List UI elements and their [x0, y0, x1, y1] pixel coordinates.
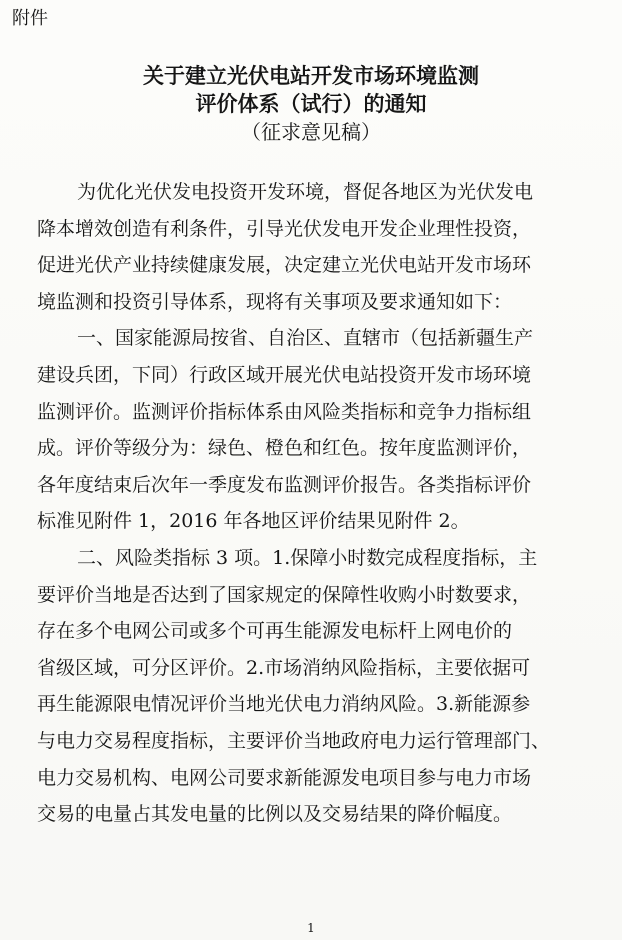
- paragraph-line: 为优化光伏发电投资开发环境，督促各地区为光伏发电: [77, 181, 534, 203]
- paragraph-line: 要评价当地是否达到了国家规定的保障性收购小时数要求，: [37, 583, 532, 606]
- paragraph-line: 降本增效创造有利条件，引导光伏发电开发企业理性投资，: [37, 217, 532, 240]
- paragraph-line: 各年度结束后次年一季度发布监测评价报告。各类指标评价: [37, 473, 532, 496]
- document-body: [37, 174, 597, 833]
- document-title-line: 评价体系（试行）的通知: [195, 91, 427, 116]
- document-title-block: [0, 62, 622, 146]
- paragraph-line: 交易的电量占其发电量的比例以及交易结果的降价幅度。: [37, 803, 513, 826]
- paragraph-line: 促进光伏产业持续健康发展，决定建立光伏电站开发市场环: [37, 254, 532, 277]
- paragraph-line: 再生能源限电情况评价当地光伏电力消纳风险。3.新能源参: [37, 693, 531, 716]
- paragraph-line: 标准见附件 1，2016 年各地区评价结果见附件 2。: [37, 510, 470, 533]
- paragraph-line: 成。评价等级分为：绿色、橙色和红色。按年度监测评价，: [37, 437, 532, 460]
- attachment-label: 附件: [12, 8, 48, 29]
- paragraph-line: 二、风险类指标 3 项。1.保障小时数完成程度指标，主: [77, 546, 538, 569]
- paragraph-line: 与电力交易程度指标，主要评价当地政府电力运行管理部门、: [37, 729, 551, 752]
- paragraph-line: 省级区域，可分区评价。2.市场消纳风险指标，主要依据可: [37, 656, 531, 679]
- document-title-line: 关于建立光伏电站开发市场环境监测: [143, 63, 479, 88]
- paragraph-line: 监测评价。监测评价指标体系由风险类指标和竞争力指标组: [37, 400, 532, 423]
- paragraph-line: 电力交易机构、电网公司要求新能源发电项目参与电力市场: [37, 766, 532, 789]
- paragraph-line: 建设兵团，下同）行政区域开展光伏电站投资开发市场环境: [37, 363, 532, 386]
- document-subtitle: （征求意见稿）: [241, 120, 381, 144]
- paragraph-line: 一、国家能源局按省、自治区、直辖市（包括新疆生产: [77, 327, 534, 350]
- page-number: 1: [307, 921, 315, 935]
- paragraph-line: 境监测和投资引导体系，现将有关事项及要求通知如下：: [37, 290, 513, 313]
- paragraph-line: 存在多个电网公司或多个可再生能源发电标杆上网电价的: [37, 620, 513, 643]
